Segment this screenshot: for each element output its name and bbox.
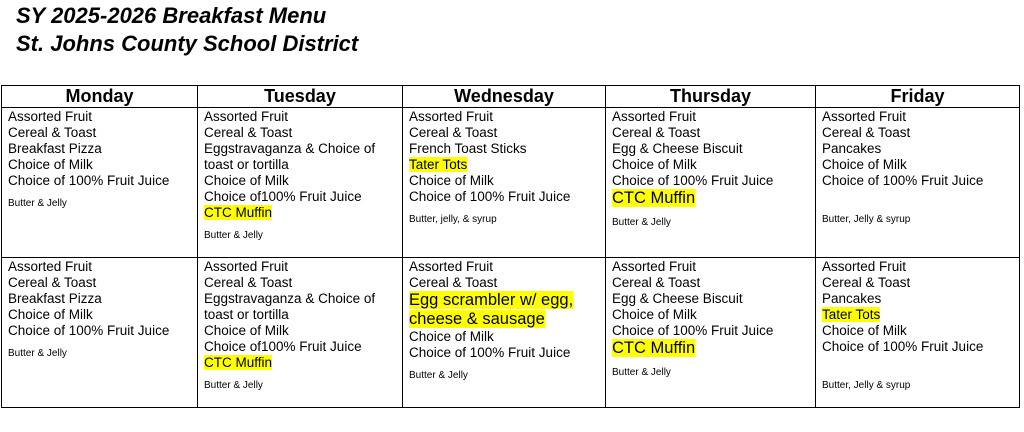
menu-item: Assorted Fruit: [204, 259, 289, 274]
menu-item: Choice of Milk: [822, 323, 907, 338]
day-header-tuesday: Tuesday: [198, 86, 403, 108]
menu-item-highlighted: [612, 189, 815, 208]
menu-cell-thursday: [606, 108, 816, 258]
menu-item: Choice of Milk: [822, 157, 907, 172]
menu-item-highlighted: [409, 291, 605, 329]
menu-item: Assorted Fruit: [204, 109, 289, 124]
menu-item: Cereal & Toast: [8, 125, 97, 140]
condiments-note: Butter & Jelly: [204, 230, 263, 241]
menu-item: Choice of Milk: [204, 173, 289, 188]
menu-item: Choice of 100% Fruit Juice: [409, 345, 571, 360]
menu-item: Choice of 100% Fruit Juice: [8, 173, 170, 188]
menu-item: Egg & Cheese Biscuit: [612, 141, 743, 156]
menu-item: Choice of 100% Fruit Juice: [8, 323, 170, 338]
menu-item-highlighted: [204, 355, 402, 371]
condiments-note: Butter & Jelly: [409, 370, 468, 381]
menu-cell-monday: [2, 108, 198, 258]
menu-item: Cereal & Toast: [612, 275, 701, 290]
menu-item: Cereal & Toast: [204, 275, 293, 290]
menu-item-highlight-text: CTC Muffin: [204, 355, 273, 370]
menu-item: Choice of Milk: [612, 157, 697, 172]
menu-table: [1, 85, 1020, 408]
menu-title: SY 2025-2026 Breakfast Menu: [16, 3, 327, 28]
menu-item: Pancakes: [822, 291, 882, 306]
menu-item: Choice of Milk: [409, 329, 494, 344]
menu-item: Choice of 100% Fruit Juice: [612, 173, 774, 188]
menu-item: Cereal & Toast: [204, 125, 293, 140]
menu-item: Choice of Milk: [409, 173, 494, 188]
menu-item: Egg & Cheese Biscuit: [612, 291, 743, 306]
condiments-note: Butter & Jelly: [204, 380, 263, 391]
day-header-thursday: Thursday: [606, 86, 816, 108]
menu-cell-friday: [816, 108, 1020, 258]
menu-item: Choice of 100% Fruit Juice: [612, 323, 774, 338]
condiments-note: Butter, Jelly & syrup: [822, 214, 911, 225]
day-header-monday: Monday: [2, 86, 198, 108]
condiments-note: Butter, Jelly & syrup: [822, 380, 911, 391]
menu-item: Assorted Fruit: [822, 259, 907, 274]
menu-item-highlight-text: CTC Muffin: [612, 189, 696, 207]
menu-item: Pancakes: [822, 141, 882, 156]
day-header-friday: Friday: [816, 86, 1020, 108]
menu-item: Assorted Fruit: [8, 109, 93, 124]
menu-item: Choice of100% Fruit Juice: [204, 189, 362, 204]
menu-item: Choice of Milk: [8, 157, 93, 172]
menu-cell-friday: [816, 258, 1020, 408]
district-name: St. Johns County School District: [16, 31, 359, 56]
menu-item: Cereal & Toast: [822, 275, 911, 290]
menu-item-highlighted: [822, 307, 1019, 323]
menu-item: Breakfast Pizza: [8, 291, 102, 306]
menu-item: Cereal & Toast: [822, 125, 911, 140]
menu-item: Eggstravaganza & Choice of toast or tortilla: [204, 291, 376, 322]
menu-item: Assorted Fruit: [409, 259, 494, 274]
menu-cell-tuesday: [198, 108, 403, 258]
menu-item: Choice of 100% Fruit Juice: [822, 173, 984, 188]
condiments-note: Butter & Jelly: [8, 198, 67, 209]
menu-item: Cereal & Toast: [612, 125, 701, 140]
menu-item-highlighted: [204, 205, 402, 221]
condiments-note: Butter, jelly, & syrup: [409, 214, 497, 225]
condiments-note: Butter & Jelly: [612, 217, 671, 228]
condiments-note: Butter & Jelly: [612, 367, 671, 378]
menu-cell-tuesday: [198, 258, 403, 408]
menu-cell-thursday: [606, 258, 816, 408]
menu-item: Choice of Milk: [204, 323, 289, 338]
menu-cell-wednesday: [403, 258, 606, 408]
menu-item: Cereal & Toast: [409, 275, 498, 290]
menu-item: Choice of Milk: [612, 307, 697, 322]
week-row: [2, 108, 1020, 258]
menu-item: Choice of100% Fruit Juice: [204, 339, 362, 354]
menu-item: Choice of 100% Fruit Juice: [409, 189, 571, 204]
menu-item: Choice of 100% Fruit Juice: [822, 339, 984, 354]
menu-item-highlighted: [409, 157, 605, 173]
menu-cell-monday: [2, 258, 198, 408]
day-header-wednesday: Wednesday: [403, 86, 606, 108]
menu-item: Breakfast Pizza: [8, 141, 102, 156]
menu-cell-wednesday: [403, 108, 606, 258]
menu-item: Eggstravaganza & Choice of toast or tortilla: [204, 141, 376, 172]
menu-item-highlight-text: CTC Muffin: [204, 205, 273, 220]
menu-item: Assorted Fruit: [612, 259, 697, 274]
day-header-row: [2, 86, 1020, 108]
menu-item: Assorted Fruit: [612, 109, 697, 124]
menu-item-highlight-text: Tater Tots: [822, 307, 881, 322]
week-row: [2, 258, 1020, 408]
menu-item: Cereal & Toast: [409, 125, 498, 140]
menu-item: French Toast Sticks: [409, 141, 527, 156]
condiments-note: Butter & Jelly: [8, 348, 67, 359]
menu-item: Cereal & Toast: [8, 275, 97, 290]
menu-item-highlighted: [612, 339, 815, 358]
menu-item: Choice of Milk: [8, 307, 93, 322]
menu-item: Assorted Fruit: [409, 109, 494, 124]
menu-item: Assorted Fruit: [822, 109, 907, 124]
menu-item-highlight-text: CTC Muffin: [612, 339, 696, 357]
menu-item-highlight-text: Egg scrambler w/ egg, cheese & sausage: [409, 291, 574, 328]
menu-item-highlight-text: Tater Tots: [409, 157, 468, 172]
menu-item: Assorted Fruit: [8, 259, 93, 274]
